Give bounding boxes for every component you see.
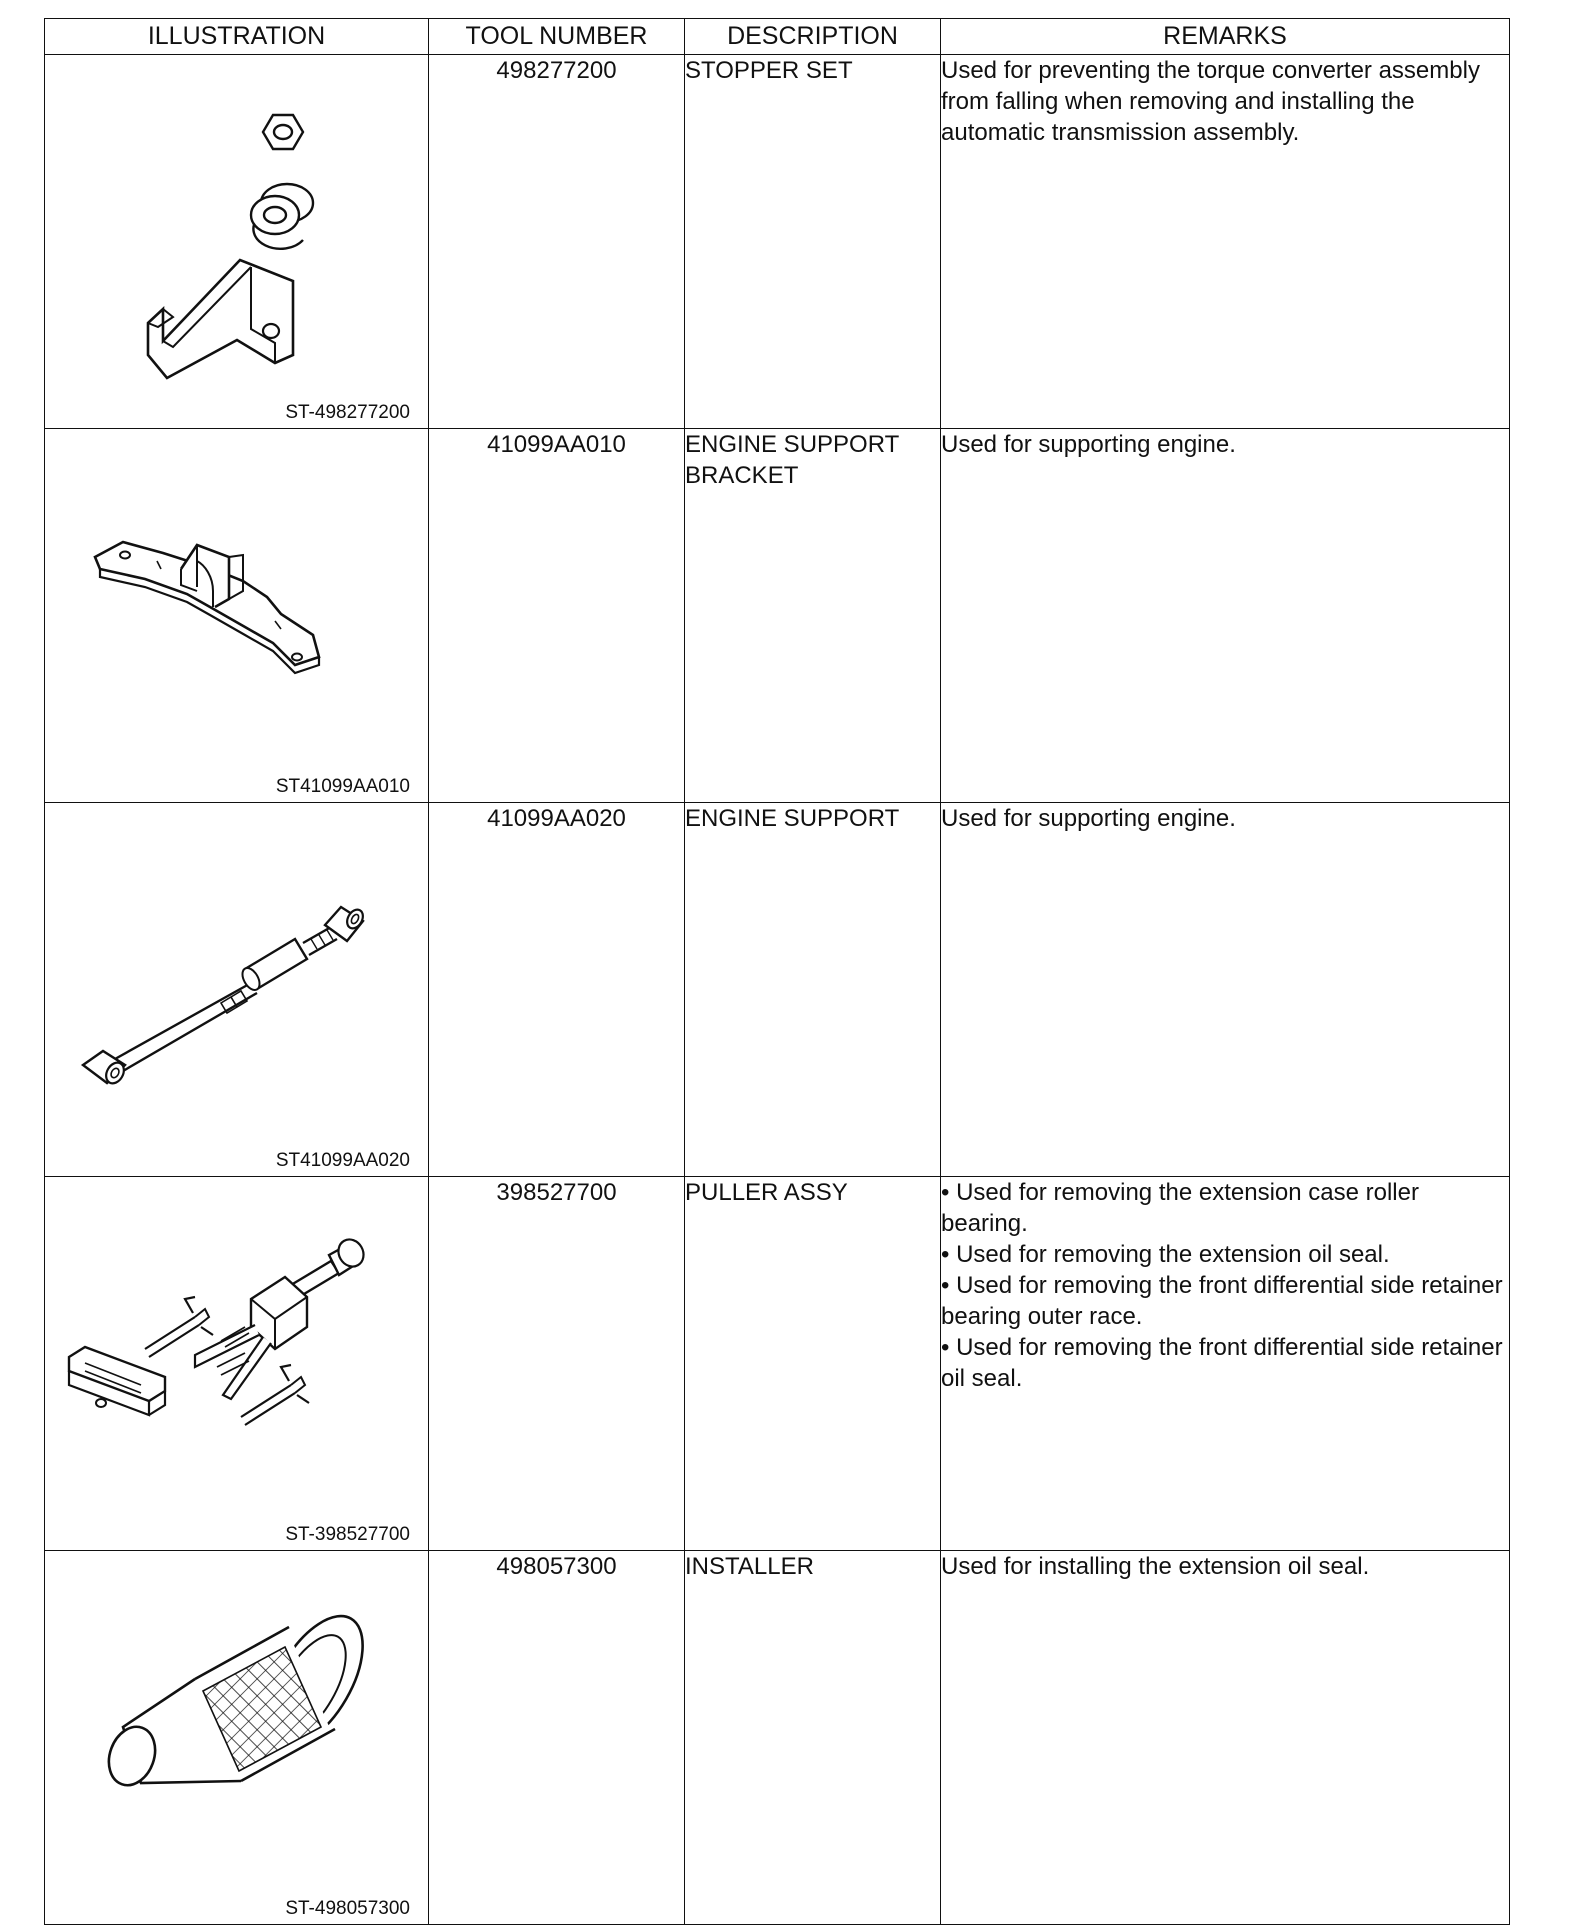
table-row	[45, 1177, 1510, 1551]
illustration-cell	[45, 1551, 429, 1925]
remark-text: Used for supporting engine.	[941, 431, 1236, 458]
remark-bullet: • Used for removing the extension oil seal.	[941, 1239, 1509, 1270]
table-row	[45, 1551, 1510, 1925]
illustration-code: ST-498057300	[285, 1898, 410, 1919]
remark-bullet: • Used for removing the front differential side retainer oil seal.	[941, 1332, 1509, 1394]
header-remarks: REMARKS	[941, 19, 1510, 55]
remark-bullet: • Used for removing the front differential side retainer bearing outer race.	[941, 1270, 1509, 1332]
illustration-code: ST-498277200	[285, 402, 410, 423]
remarks	[941, 429, 1510, 803]
puller-assy-icon	[45, 1177, 429, 1550]
illustration-cell	[45, 803, 429, 1177]
stopper-set-icon	[45, 55, 429, 428]
engine-support-icon	[45, 803, 429, 1176]
remark-bullet: • Used for removing the extension case roller bearing.	[941, 1177, 1509, 1239]
description: ENGINE SUPPORT	[685, 803, 941, 1177]
tool-number: 41099AA010	[429, 429, 685, 803]
table-header-row	[45, 19, 1510, 55]
remark-text: Used for supporting engine.	[941, 805, 1236, 832]
description: ENGINE SUPPORT BRACKET	[685, 429, 941, 803]
table-row	[45, 803, 1510, 1177]
remarks	[941, 1551, 1510, 1925]
remarks	[941, 803, 1510, 1177]
remark-text: Used for preventing the torque converter assembly from falling when removing and installing the automatic transmission assembly.	[941, 57, 1480, 146]
header-tool-number: TOOL NUMBER	[429, 19, 685, 55]
special-tools-table	[44, 18, 1510, 1925]
header-illustration: ILLUSTRATION	[45, 19, 429, 55]
illustration-code: ST-398527700	[285, 1524, 410, 1545]
illustration-code: ST41099AA010	[275, 776, 410, 797]
table-row	[45, 429, 1510, 803]
description: STOPPER SET	[685, 55, 941, 429]
remarks	[941, 55, 1510, 429]
engine-support-bracket-icon	[45, 429, 429, 802]
tool-number: 498277200	[429, 55, 685, 429]
installer-icon	[45, 1551, 429, 1924]
remark-text: Used for installing the extension oil seal.	[941, 1553, 1370, 1580]
remarks	[941, 1177, 1510, 1551]
tool-number: 398527700	[429, 1177, 685, 1551]
table-row	[45, 55, 1510, 429]
illustration-cell	[45, 1177, 429, 1551]
description: PULLER ASSY	[685, 1177, 941, 1551]
illustration-cell	[45, 55, 429, 429]
tool-number: 498057300	[429, 1551, 685, 1925]
illustration-code: ST41099AA020	[275, 1150, 410, 1171]
header-description: DESCRIPTION	[685, 19, 941, 55]
tool-number: 41099AA020	[429, 803, 685, 1177]
description: INSTALLER	[685, 1551, 941, 1925]
illustration-cell	[45, 429, 429, 803]
